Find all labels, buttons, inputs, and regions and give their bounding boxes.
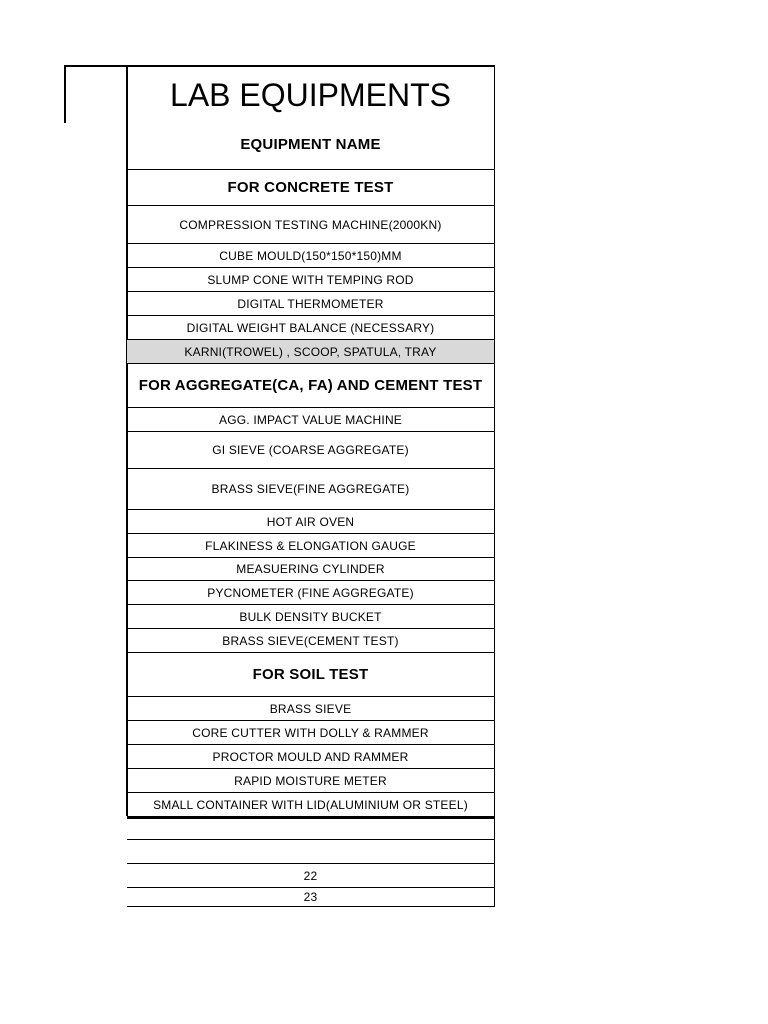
equipment-sheet — [127, 67, 495, 907]
list-item-highlighted: KARNI(TROWEL) , SCOOP, SPATULA, TRAY — [127, 340, 495, 364]
list-item: SMALL CONTAINER WITH LID(ALUMINIUM OR STEEL) — [127, 793, 495, 817]
column-header: EQUIPMENT NAME — [127, 120, 495, 169]
list-item: CORE CUTTER WITH DOLLY & RAMMER — [127, 721, 495, 745]
list-item: BULK DENSITY BUCKET — [127, 605, 495, 629]
list-item: BRASS SIEVE(FINE AGGREGATE) — [127, 469, 495, 510]
list-item: PYCNOMETER (FINE AGGREGATE) — [127, 581, 495, 605]
list-item: COMPRESSION TESTING MACHINE(2000KN) — [127, 206, 495, 244]
list-item: FLAKINESS & ELONGATION GAUGE — [127, 534, 495, 558]
list-item: GI SIEVE (COARSE AGGREGATE) — [127, 432, 495, 469]
section-header-soil: FOR SOIL TEST — [127, 653, 495, 697]
list-item: HOT AIR OVEN — [127, 510, 495, 534]
table-row: 23 — [127, 888, 495, 907]
section-header-aggregate: FOR AGGREGATE(CA, FA) AND CEMENT TEST — [127, 364, 495, 408]
list-item: BRASS SIEVE(CEMENT TEST) — [127, 629, 495, 653]
table-row: 22 — [127, 864, 495, 888]
list-item: PROCTOR MOULD AND RAMMER — [127, 745, 495, 769]
list-item: MEASUERING CYLINDER — [127, 558, 495, 581]
frame-left-border — [64, 65, 66, 123]
list-item: DIGITAL WEIGHT BALANCE (NECESSARY) — [127, 316, 495, 340]
table-row — [127, 817, 495, 840]
list-item: RAPID MOISTURE METER — [127, 769, 495, 793]
list-item: SLUMP CONE WITH TEMPING ROD — [127, 268, 495, 292]
table-row — [127, 840, 495, 864]
list-item: BRASS SIEVE — [127, 697, 495, 721]
page-title: LAB EQUIPMENTS — [127, 67, 495, 120]
section-header-concrete: FOR CONCRETE TEST — [127, 169, 495, 206]
list-item: CUBE MOULD(150*150*150)MM — [127, 244, 495, 268]
list-item: AGG. IMPACT VALUE MACHINE — [127, 408, 495, 432]
list-item: DIGITAL THERMOMETER — [127, 292, 495, 316]
